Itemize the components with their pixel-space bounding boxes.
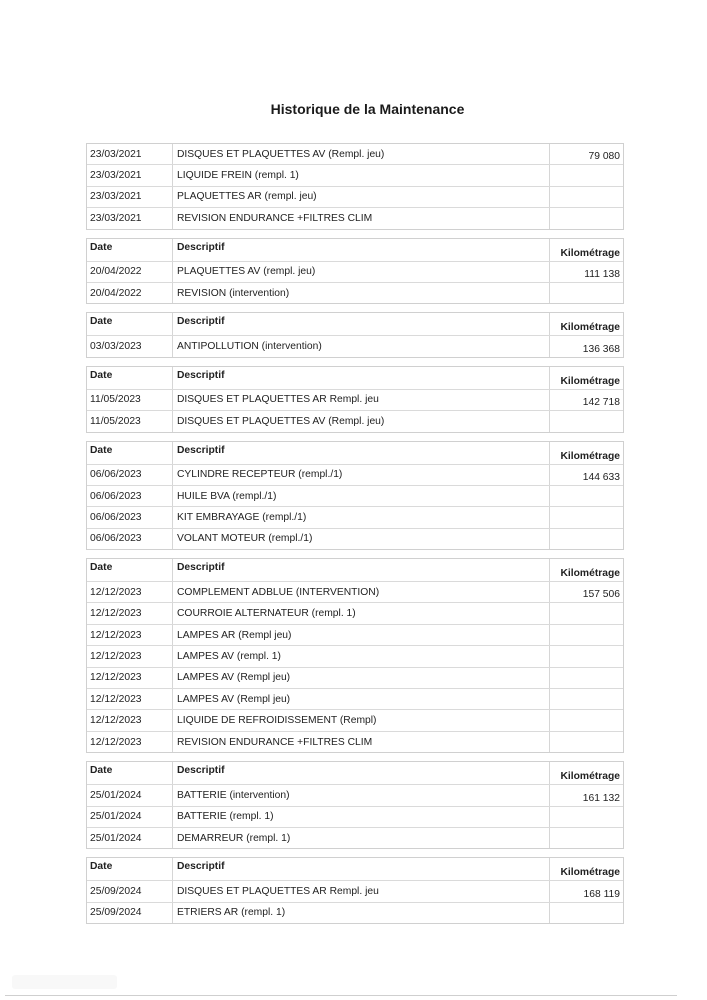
row-mileage (550, 732, 623, 752)
maintenance-section (86, 366, 624, 433)
row-date: 03/03/2023 (87, 336, 173, 356)
table-row (87, 603, 623, 624)
header-mileage: Kilométrage (560, 322, 620, 334)
row-description: LIQUIDE FREIN (rempl. 1) (173, 165, 550, 185)
row-mileage: 168 119 (583, 888, 620, 900)
table-row (87, 625, 623, 646)
maintenance-section (86, 857, 624, 924)
row-date: 25/01/2024 (87, 807, 173, 827)
row-mileage (550, 828, 623, 848)
row-mileage (550, 411, 623, 431)
section-header-row (87, 762, 623, 785)
row-description: DISQUES ET PLAQUETTES AV (Rempl. jeu) (173, 144, 550, 164)
section-header-row (87, 559, 623, 582)
row-description: REVISION ENDURANCE +FILTRES CLIM (173, 208, 550, 228)
row-description: ETRIERS AR (rempl. 1) (173, 903, 550, 923)
row-mileage (550, 165, 623, 185)
row-description: COMPLEMENT ADBLUE (INTERVENTION) (173, 582, 550, 602)
row-mileage: 161 132 (582, 792, 620, 804)
row-date: 12/12/2023 (87, 732, 173, 752)
row-description: PLAQUETTES AV (rempl. jeu) (173, 262, 550, 282)
header-mileage: Kilométrage (560, 375, 620, 387)
header-date: Date (87, 858, 173, 880)
row-date: 23/03/2021 (87, 144, 173, 164)
row-mileage (550, 187, 623, 207)
header-date: Date (87, 559, 173, 581)
table-row (87, 144, 623, 165)
table-row (87, 689, 623, 710)
row-description: HUILE BVA (rempl./1) (173, 486, 550, 506)
table-row (87, 187, 623, 208)
row-date: 12/12/2023 (87, 646, 173, 666)
table-row (87, 165, 623, 186)
table-row (87, 903, 623, 923)
row-date: 20/04/2022 (87, 262, 173, 282)
header-description: Descriptif (173, 239, 550, 261)
table-row (87, 881, 623, 902)
row-description: LAMPES AV (Rempl jeu) (173, 668, 550, 688)
row-mileage (550, 710, 623, 730)
table-row (87, 668, 623, 689)
table-row (87, 390, 623, 411)
row-date: 12/12/2023 (87, 625, 173, 645)
row-mileage (550, 625, 623, 645)
row-date: 12/12/2023 (87, 710, 173, 730)
row-date: 12/12/2023 (87, 603, 173, 623)
row-mileage (550, 668, 623, 688)
page-bottom-divider (5, 995, 677, 996)
table-row (87, 507, 623, 528)
header-description: Descriptif (173, 858, 550, 880)
row-date: 12/12/2023 (87, 668, 173, 688)
row-date: 25/01/2024 (87, 828, 173, 848)
row-description: DISQUES ET PLAQUETTES AR Rempl. jeu (173, 390, 550, 410)
row-date: 06/06/2023 (87, 465, 173, 485)
row-date: 23/03/2021 (87, 208, 173, 228)
header-description: Descriptif (173, 559, 550, 581)
header-date: Date (87, 442, 173, 464)
row-description: DISQUES ET PLAQUETTES AR Rempl. jeu (173, 881, 550, 901)
table-row (87, 732, 623, 752)
table-row (87, 336, 623, 356)
maintenance-section (86, 238, 624, 305)
row-description: VOLANT MOTEUR (rempl./1) (173, 529, 550, 549)
row-mileage: 111 138 (584, 268, 620, 280)
table-row (87, 785, 623, 806)
table-row (87, 807, 623, 828)
header-mileage: Kilométrage (560, 771, 620, 783)
row-mileage: 79 080 (588, 151, 620, 163)
header-description: Descriptif (173, 762, 550, 784)
row-date: 06/06/2023 (87, 486, 173, 506)
row-mileage: 144 633 (582, 471, 620, 483)
row-description: BATTERIE (rempl. 1) (173, 807, 550, 827)
table-row (87, 208, 623, 228)
row-mileage (550, 903, 623, 923)
row-mileage: 136 368 (582, 343, 620, 355)
maintenance-history (86, 143, 624, 932)
row-description: LAMPES AV (rempl. 1) (173, 646, 550, 666)
row-date: 06/06/2023 (87, 529, 173, 549)
header-date: Date (87, 367, 173, 389)
row-description: REVISION (intervention) (173, 283, 550, 303)
watermark-logo (12, 975, 117, 989)
table-row (87, 828, 623, 848)
row-mileage (550, 507, 623, 527)
row-mileage (550, 486, 623, 506)
row-date: 20/04/2022 (87, 283, 173, 303)
row-mileage: 142 718 (582, 397, 620, 409)
section-header-row (87, 313, 623, 336)
row-date: 25/09/2024 (87, 903, 173, 923)
section-header-row (87, 239, 623, 262)
maintenance-section (86, 761, 624, 849)
row-date: 23/03/2021 (87, 187, 173, 207)
row-date: 12/12/2023 (87, 689, 173, 709)
row-description: DISQUES ET PLAQUETTES AV (Rempl. jeu) (173, 411, 550, 431)
section-header-row (87, 367, 623, 390)
table-row (87, 465, 623, 486)
row-mileage (550, 529, 623, 549)
table-row (87, 411, 623, 431)
row-date: 23/03/2021 (87, 165, 173, 185)
table-row (87, 283, 623, 303)
row-date: 25/09/2024 (87, 881, 173, 901)
row-description: LAMPES AR (Rempl jeu) (173, 625, 550, 645)
header-description: Descriptif (173, 367, 550, 389)
row-description: KIT EMBRAYAGE (rempl./1) (173, 507, 550, 527)
header-mileage: Kilométrage (560, 450, 620, 462)
table-row (87, 486, 623, 507)
header-mileage: Kilométrage (560, 568, 620, 580)
row-description: REVISION ENDURANCE +FILTRES CLIM (173, 732, 550, 752)
row-description: PLAQUETTES AR (rempl. jeu) (173, 187, 550, 207)
row-description: CYLINDRE RECEPTEUR (rempl./1) (173, 465, 550, 485)
section-header-row (87, 442, 623, 465)
row-date: 06/06/2023 (87, 507, 173, 527)
header-mileage: Kilométrage (560, 247, 620, 259)
row-mileage (550, 689, 623, 709)
maintenance-section (86, 312, 624, 357)
row-description: COURROIE ALTERNATEUR (rempl. 1) (173, 603, 550, 623)
page-title: Historique de la Maintenance (270, 101, 465, 117)
row-mileage (550, 283, 623, 303)
row-date: 12/12/2023 (87, 582, 173, 602)
header-date: Date (87, 762, 173, 784)
row-description: LIQUIDE DE REFROIDISSEMENT (Rempl) (173, 710, 550, 730)
row-mileage (550, 807, 623, 827)
header-description: Descriptif (173, 313, 550, 335)
header-mileage: Kilométrage (560, 867, 620, 879)
header-date: Date (87, 239, 173, 261)
row-description: ANTIPOLLUTION (intervention) (173, 336, 550, 356)
maintenance-section (86, 558, 624, 753)
row-mileage: 157 506 (582, 589, 620, 601)
table-row (87, 710, 623, 731)
row-date: 25/01/2024 (87, 785, 173, 805)
row-description: LAMPES AV (Rempl jeu) (173, 689, 550, 709)
table-row (87, 262, 623, 283)
row-date: 11/05/2023 (87, 411, 173, 431)
row-mileage (550, 646, 623, 666)
row-description: DEMARREUR (rempl. 1) (173, 828, 550, 848)
row-mileage (550, 208, 623, 228)
table-row (87, 582, 623, 603)
table-row (87, 646, 623, 667)
row-mileage (550, 603, 623, 623)
row-date: 11/05/2023 (87, 390, 173, 410)
section-header-row (87, 858, 623, 881)
header-date: Date (87, 313, 173, 335)
header-description: Descriptif (173, 442, 550, 464)
table-row (87, 529, 623, 549)
maintenance-section (86, 143, 624, 230)
maintenance-section (86, 441, 624, 551)
row-description: BATTERIE (intervention) (173, 785, 550, 805)
